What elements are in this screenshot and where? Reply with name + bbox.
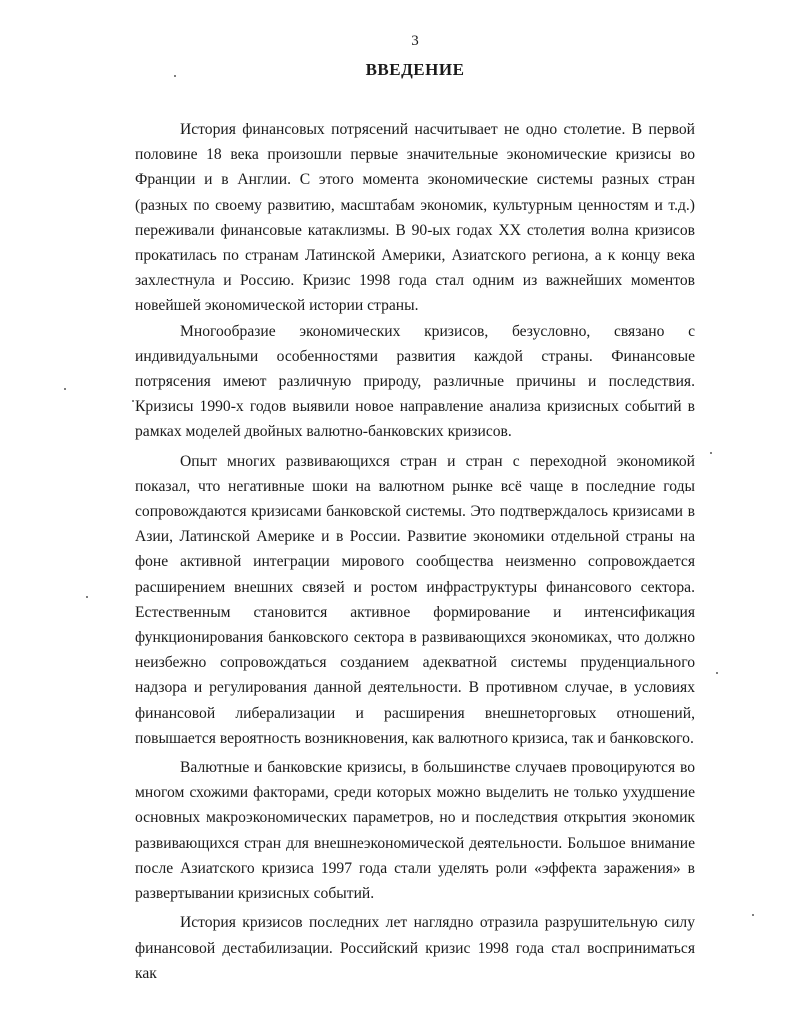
paragraph-4: Валютные и банковские кризисы, в большинстве случаев провоцируются во многом схожими факторами, среди которых можно выделить не только ухудшение основных макроэкономических параметров, но и последствия открытия экономик развивающихся стран для внешнеэкономической деятельности. Большое внимание после Азиатского кризиса 1997 года стали уделять роли «эффекта заражения» в развертывании кризисных событий. bbox=[135, 759, 695, 903]
paragraph-1: История финансовых потрясений насчитывает не одно столетие. В первой половине 18 века произошли первые значительные экономические кризисы во Франции и в Англии. С этого момента экономические системы разных стран (разных по своему развитию, масштабам экономик, культурным ценностям и т.д.) переживали финансовые катаклизмы. В 90-ых годах XX столетия волна кризисов прокатилась по странам Латинской Америки, Азиатского региона, а к концу века захлестнула и Россию. Кризис 1998 года стал одним из важнейших моментов новейшей экономической истории страны. bbox=[135, 121, 695, 315]
scan-speck bbox=[86, 596, 88, 598]
section-title: ВВЕДЕНИЕ bbox=[365, 60, 465, 79]
scan-speck bbox=[64, 388, 66, 390]
page-number: 3 bbox=[411, 33, 419, 49]
paragraph-5: История кризисов последних лет наглядно отразила разрушительную силу финансовой дестабилизации. Российский кризис 1998 года стал восприниматься как bbox=[135, 914, 695, 982]
scan-speck bbox=[752, 914, 754, 916]
scan-speck bbox=[716, 672, 718, 674]
paragraph-2: Многообразие экономических кризисов, безусловно, связано с индивидуальными особенностями развития каждой страны. Финансовые потрясения имеют различную природу, различные причины и последствия. Кризисы 1990-х годов выявили новое направление анализа кризисных событий в рамках моделей двойных валютно-банковских кризисов. bbox=[135, 322, 695, 441]
paragraph-3: Опыт многих развивающихся стран и стран с переходной экономикой показал, что негативные шоки на валютном рынке всё чаще в последние годы сопровождаются кризисами банковской системы. Это подтверждалось кризисами в Азии, Латинской Америке и в России. Развитие экономики отдельной страны на фоне активной интеграции мирового сообщества неизменно сопровождается расширением внешних связей и ростом инфраструктуры финансового сектора. Естественным становится активное формирование и интенсификация функционирования банковского сектора в развивающихся экономиках, что должно неизбежно сопровождаться созданием адекватной системы пруденциального надзора и регулирования данной деятельности. В противном случае, в условиях финансовой либерализации и расширения внешнеторговых отношений, повышается вероятность возникновения, как валютного кризиса, так и банковского. bbox=[135, 452, 695, 747]
scan-speck bbox=[710, 452, 712, 454]
body-text bbox=[135, 117, 695, 986]
scan-speck bbox=[132, 400, 134, 402]
scan-speck bbox=[174, 75, 176, 77]
